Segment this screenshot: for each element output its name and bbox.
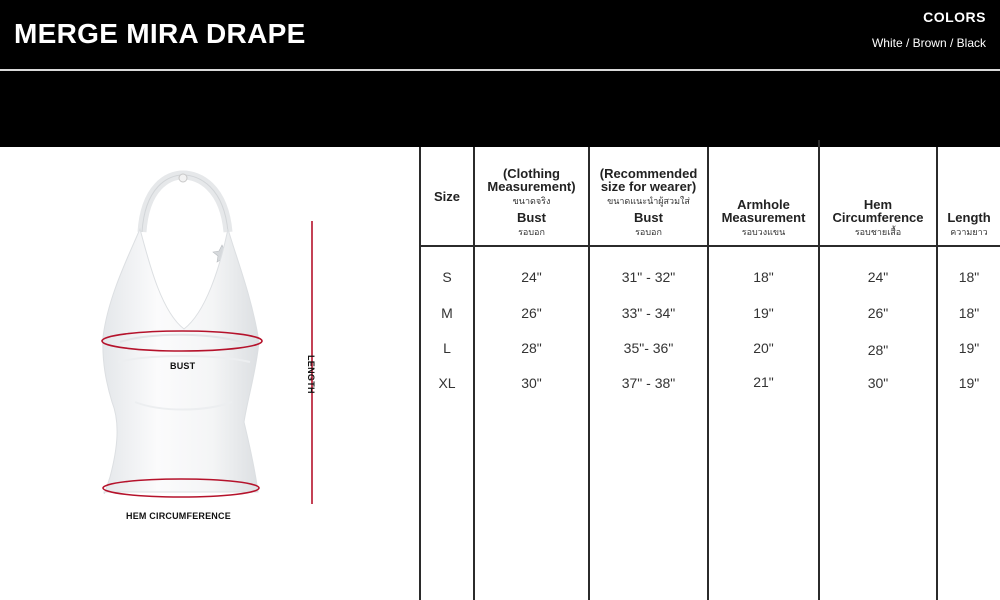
- table-header-divider: [420, 245, 1000, 247]
- cell-armhole: 19": [753, 305, 774, 321]
- cell-armhole: 18": [753, 269, 774, 285]
- cell-recommended: 37" - 38": [621, 375, 676, 391]
- colors-value: White / Brown / Black: [871, 36, 986, 50]
- header-hem-circumference: Hem Circumference รอบชายเสื้อ: [832, 197, 924, 237]
- page-title: MERGE MIRA DRAPE: [14, 18, 306, 49]
- length-label: LENGTH: [306, 355, 316, 394]
- cell-hem: 28": [867, 342, 889, 358]
- cell-size: XL: [438, 375, 456, 391]
- cell-length: 18": [958, 269, 980, 285]
- header-divider: [0, 69, 1000, 71]
- cell-bust: 28": [521, 340, 542, 356]
- cell-recommended: 33" - 34": [621, 305, 676, 321]
- cell-recommended: 31" - 32": [621, 269, 676, 285]
- cell-size: S: [442, 269, 452, 285]
- header-size: Size: [433, 188, 460, 204]
- cell-length: 19": [958, 375, 980, 391]
- cell-size: L: [443, 340, 451, 356]
- cell-bust: 30": [521, 375, 542, 391]
- header-bar: [0, 0, 1000, 147]
- halter-top-image: [0, 147, 420, 600]
- cell-bust: 26": [521, 305, 542, 321]
- header-clothing-measurement: (Clothing Measurement) ขนาดจริง Bust รอบอก: [487, 166, 576, 237]
- header-armhole: Armhole Measurement รอบวงแขน: [721, 197, 806, 237]
- cell-armhole: 20": [753, 340, 774, 356]
- hem-circumference-label: HEM CIRCUMFERENCE: [126, 511, 231, 521]
- cell-size: M: [441, 305, 453, 321]
- cell-length: 19": [958, 340, 980, 356]
- header-recommended-size: (Recommended size for wearer) ขนาดแนะนำผู้สวมใส่ Bust รอบอก: [599, 166, 698, 237]
- colors-label: COLORS: [923, 9, 986, 25]
- cell-bust: 24": [521, 269, 542, 285]
- cell-length: 18": [958, 305, 980, 321]
- cell-hem: 24": [867, 269, 889, 285]
- cell-armhole: 21": [753, 374, 774, 390]
- cell-hem: 26": [867, 305, 889, 321]
- bust-label: BUST: [170, 361, 196, 371]
- cell-recommended: 35"- 36": [623, 340, 674, 356]
- header-length: Length ความยาว: [947, 210, 991, 237]
- cell-hem: 30": [867, 375, 889, 391]
- garment-illustration: [0, 147, 420, 600]
